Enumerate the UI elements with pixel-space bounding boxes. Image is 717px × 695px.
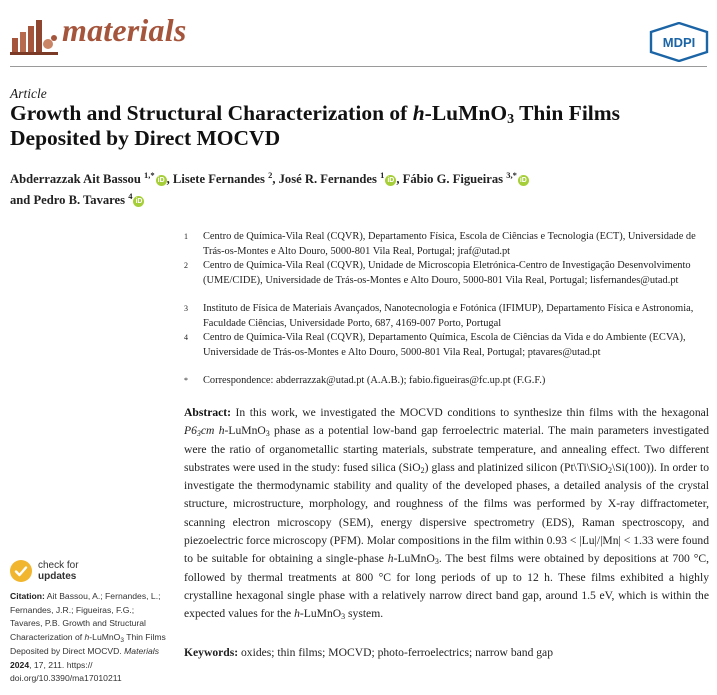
author-list: Abderrazzak Ait Bassou $^{1,*}$iD , Lisete Fernandes $^2$, José R. Fernandes $^1$iD , Fábio G. Figueiras $^{3,*}$iD and Pedro B. Tavares $^4$iD (10, 170, 527, 207)
check-for-updates-button[interactable]: check for updates (10, 560, 120, 584)
mdpi-logo (648, 22, 710, 62)
orcid-icon[interactable]: iD (135, 198, 143, 205)
author-name: José R. Fernandes (278, 172, 377, 186)
check-updates-icon (10, 560, 32, 582)
citation: Citation: Ait Bassou, A.; Fernandes, L.; Fernandes, J.R.; Figueiras, F.G.; Tavares, P.B. Growth and Structural Characterization of h-LuMnO$_3$ Thin Films Deposited by Direct MOCVD. Materials 2024, 17, 211. https:// doi.org/10.3390/ma17010211 (10, 591, 166, 684)
abstract-label: Abstract: (184, 406, 232, 419)
header-divider (10, 66, 707, 67)
author-name: Pedro B. Tavares (33, 193, 126, 207)
author-name: Lisete Fernandes (172, 172, 265, 186)
article-title: Growth and Structural Characterization of h-LuMnO$_3$ Thin Films Deposited by Direct MOCVD (10, 101, 621, 150)
author-name: Fábio G. Figueiras (402, 172, 504, 186)
doi-link[interactable]: doi.org/10.3390/ma17010211 (10, 673, 122, 684)
keywords-label: Keywords: (184, 646, 239, 659)
journal-logo-icon (10, 16, 58, 56)
publisher-name: MDPI (662, 35, 696, 50)
orcid-icon[interactable]: iD (519, 177, 527, 184)
orcid-icon[interactable]: iD (387, 177, 395, 184)
keywords: Keywords: oxides; thin films; MOCVD; photo-ferroelectrics; narrow band gap (184, 646, 554, 659)
journal-name: materials (62, 12, 187, 48)
author-name: Abderrazzak Ait Bassou (10, 172, 141, 186)
article-type: Article (10, 86, 47, 101)
orcid-icon[interactable]: iD (157, 177, 165, 184)
abstract: Abstract: In this work, we investigated the MOCVD conditions to synthesize thin films with the hexagonal $P6_3cm$ h-LuMnO$_3$ phase as a potential low-band gap ferroelectric material. The main parameters investigated were the ratio of organometallic starting materials, substrate temperature, and annealing effect. Two different substrates were used in the study: fused silica (SiO$_2$) glass and platinized silicon (Pt\Ti\SiO$_2$\Si(100)). In order to investigate the thermodynamic stability and quality of the developed phases, a detailed analysis of the crystal structure, microstructure, morphology, and roughness of the films was performed by X-ray diffractometer, scanning electron microscopy (SEM), energy dispersive spectrometry (EDS), Raman spectroscopy, and piezoelectric force microscopy (PFM). Molar compositions in the film within 0.93 < |Lu|/|Mn| < 1.33 were found to be suitable for obtaining a single-phase h-LuMnO$_3$. The best films were obtained by depositions at 700 °C, followed by thermal treatments at 800 °C for long periods of up to 12 h. These films exhibited a highly crystalline hexagonal single phase with a relatively narrow direct band gap, around 1.5 eV, which is within the expected values for the h-LuMnO$_3$ system. (184, 406, 709, 622)
